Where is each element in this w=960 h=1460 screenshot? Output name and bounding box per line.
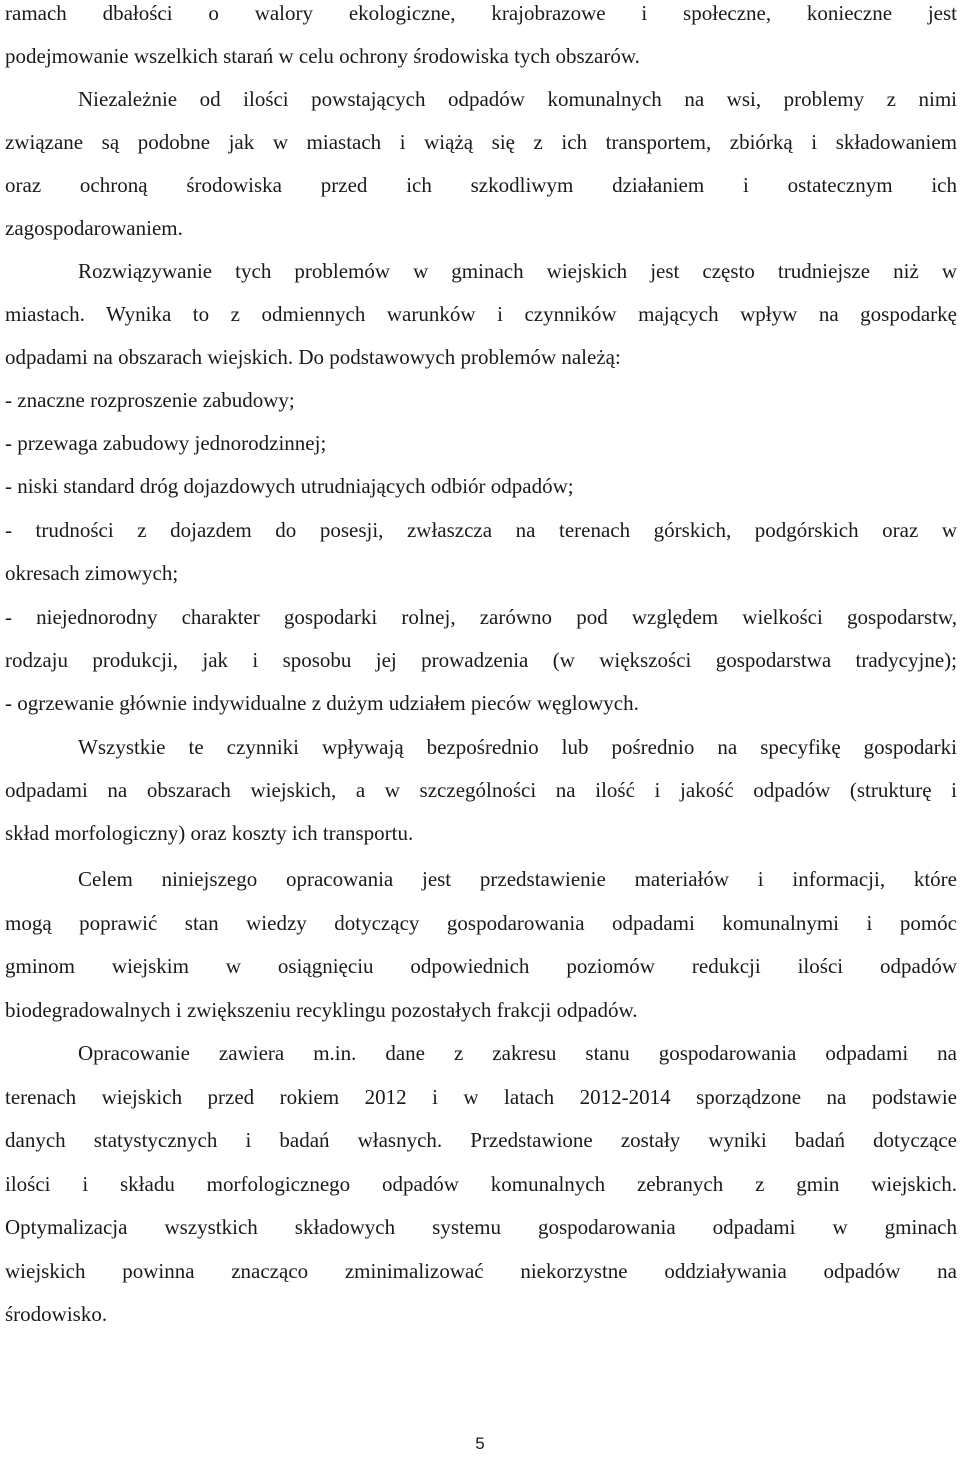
list-item: - trudności z dojazdem do posesji, zwłaszcza na terenach górskich, podgórskich oraz w — [5, 518, 957, 542]
body-text-line: biodegradowalnych i zwiększeniu recyklingu pozostałych frakcji odpadów. — [5, 998, 638, 1022]
paragraph-first-line: Wszystkie te czynniki wpływają bezpośrednio lub pośrednio na specyfikę gospodarki — [78, 735, 957, 759]
body-text-line: skład morfologiczny) oraz koszty ich transportu. — [5, 821, 414, 845]
body-text-line: związane są podobne jak w miastach i wiążą się z ich transportem, zbiórką i składowaniem — [5, 130, 957, 154]
body-text-line: gminom wiejskim w osiągnięciu odpowiednich poziomów redukcji ilości odpadów — [5, 954, 957, 978]
body-text-line: danych statystycznych i badań własnych. Przedstawione zostały wyniki badań dotyczące — [5, 1128, 957, 1152]
body-text-line: oraz ochroną środowiska przed ich szkodliwym działaniem i ostatecznym ich — [5, 173, 957, 197]
list-item-continuation: okresach zimowych; — [5, 561, 179, 585]
list-item: - przewaga zabudowy jednorodzinnej; — [5, 431, 327, 455]
body-text-line: ramach dbałości o walory ekologiczne, krajobrazowe i społeczne, konieczne jest — [5, 1, 957, 25]
paragraph-first-line: Celem niniejszego opracowania jest przedstawienie materiałów i informacji, które — [78, 867, 957, 891]
list-item-continuation: rodzaju produkcji, jak i sposobu jej prowadzenia (w większości gospodarstwa tradycyjne); — [5, 648, 957, 672]
paragraph-first-line: Niezależnie od ilości powstających odpadów komunalnych na wsi, problemy z nimi — [78, 87, 957, 111]
paragraph-first-line: Rozwiązywanie tych problemów w gminach wiejskich jest często trudniejsze niż w — [78, 259, 957, 283]
body-text-line: wiejskich powinna znacząco zminimalizować niekorzystne oddziaływania odpadów na — [5, 1259, 957, 1283]
body-text-line: mogą poprawić stan wiedzy dotyczący gospodarowania odpadami komunalnymi i pomóc — [5, 911, 957, 935]
body-text-line: ilości i składu morfologicznego odpadów komunalnych zebranych z gmin wiejskich. — [5, 1172, 957, 1196]
paragraph-first-line: Opracowanie zawiera m.in. dane z zakresu stanu gospodarowania odpadami na — [78, 1041, 957, 1065]
body-text-line: odpadami na obszarach wiejskich, a w szczególności na ilość i jakość odpadów (strukturę i — [5, 778, 957, 802]
list-item: - ogrzewanie głównie indywidualne z dużym udziałem pieców węglowych. — [5, 691, 639, 715]
body-text-line: odpadami na obszarach wiejskich. Do podstawowych problemów należą: — [5, 345, 621, 369]
list-item: - znaczne rozproszenie zabudowy; — [5, 388, 295, 412]
body-text-line: terenach wiejskich przed rokiem 2012 i w latach 2012-2014 sporządzone na podstawie — [5, 1085, 957, 1109]
page-number: 5 — [475, 1434, 485, 1453]
list-item: - niejednorodny charakter gospodarki rolnej, zarówno pod względem wielkości gospodarstw, — [5, 605, 957, 629]
body-text-line: Optymalizacja wszystkich składowych systemu gospodarowania odpadami w gminach — [5, 1215, 957, 1239]
body-text-line: podejmowanie wszelkich starań w celu ochrony środowiska tych obszarów. — [5, 44, 640, 68]
body-text-line: środowisko. — [5, 1302, 108, 1326]
body-text-line: miastach. Wynika to z odmiennych warunków i czynników mających wpływ na gospodarkę — [5, 302, 957, 326]
list-item: - niski standard dróg dojazdowych utrudniających odbiór odpadów; — [5, 474, 574, 498]
body-text-line: zagospodarowaniem. — [5, 216, 183, 240]
